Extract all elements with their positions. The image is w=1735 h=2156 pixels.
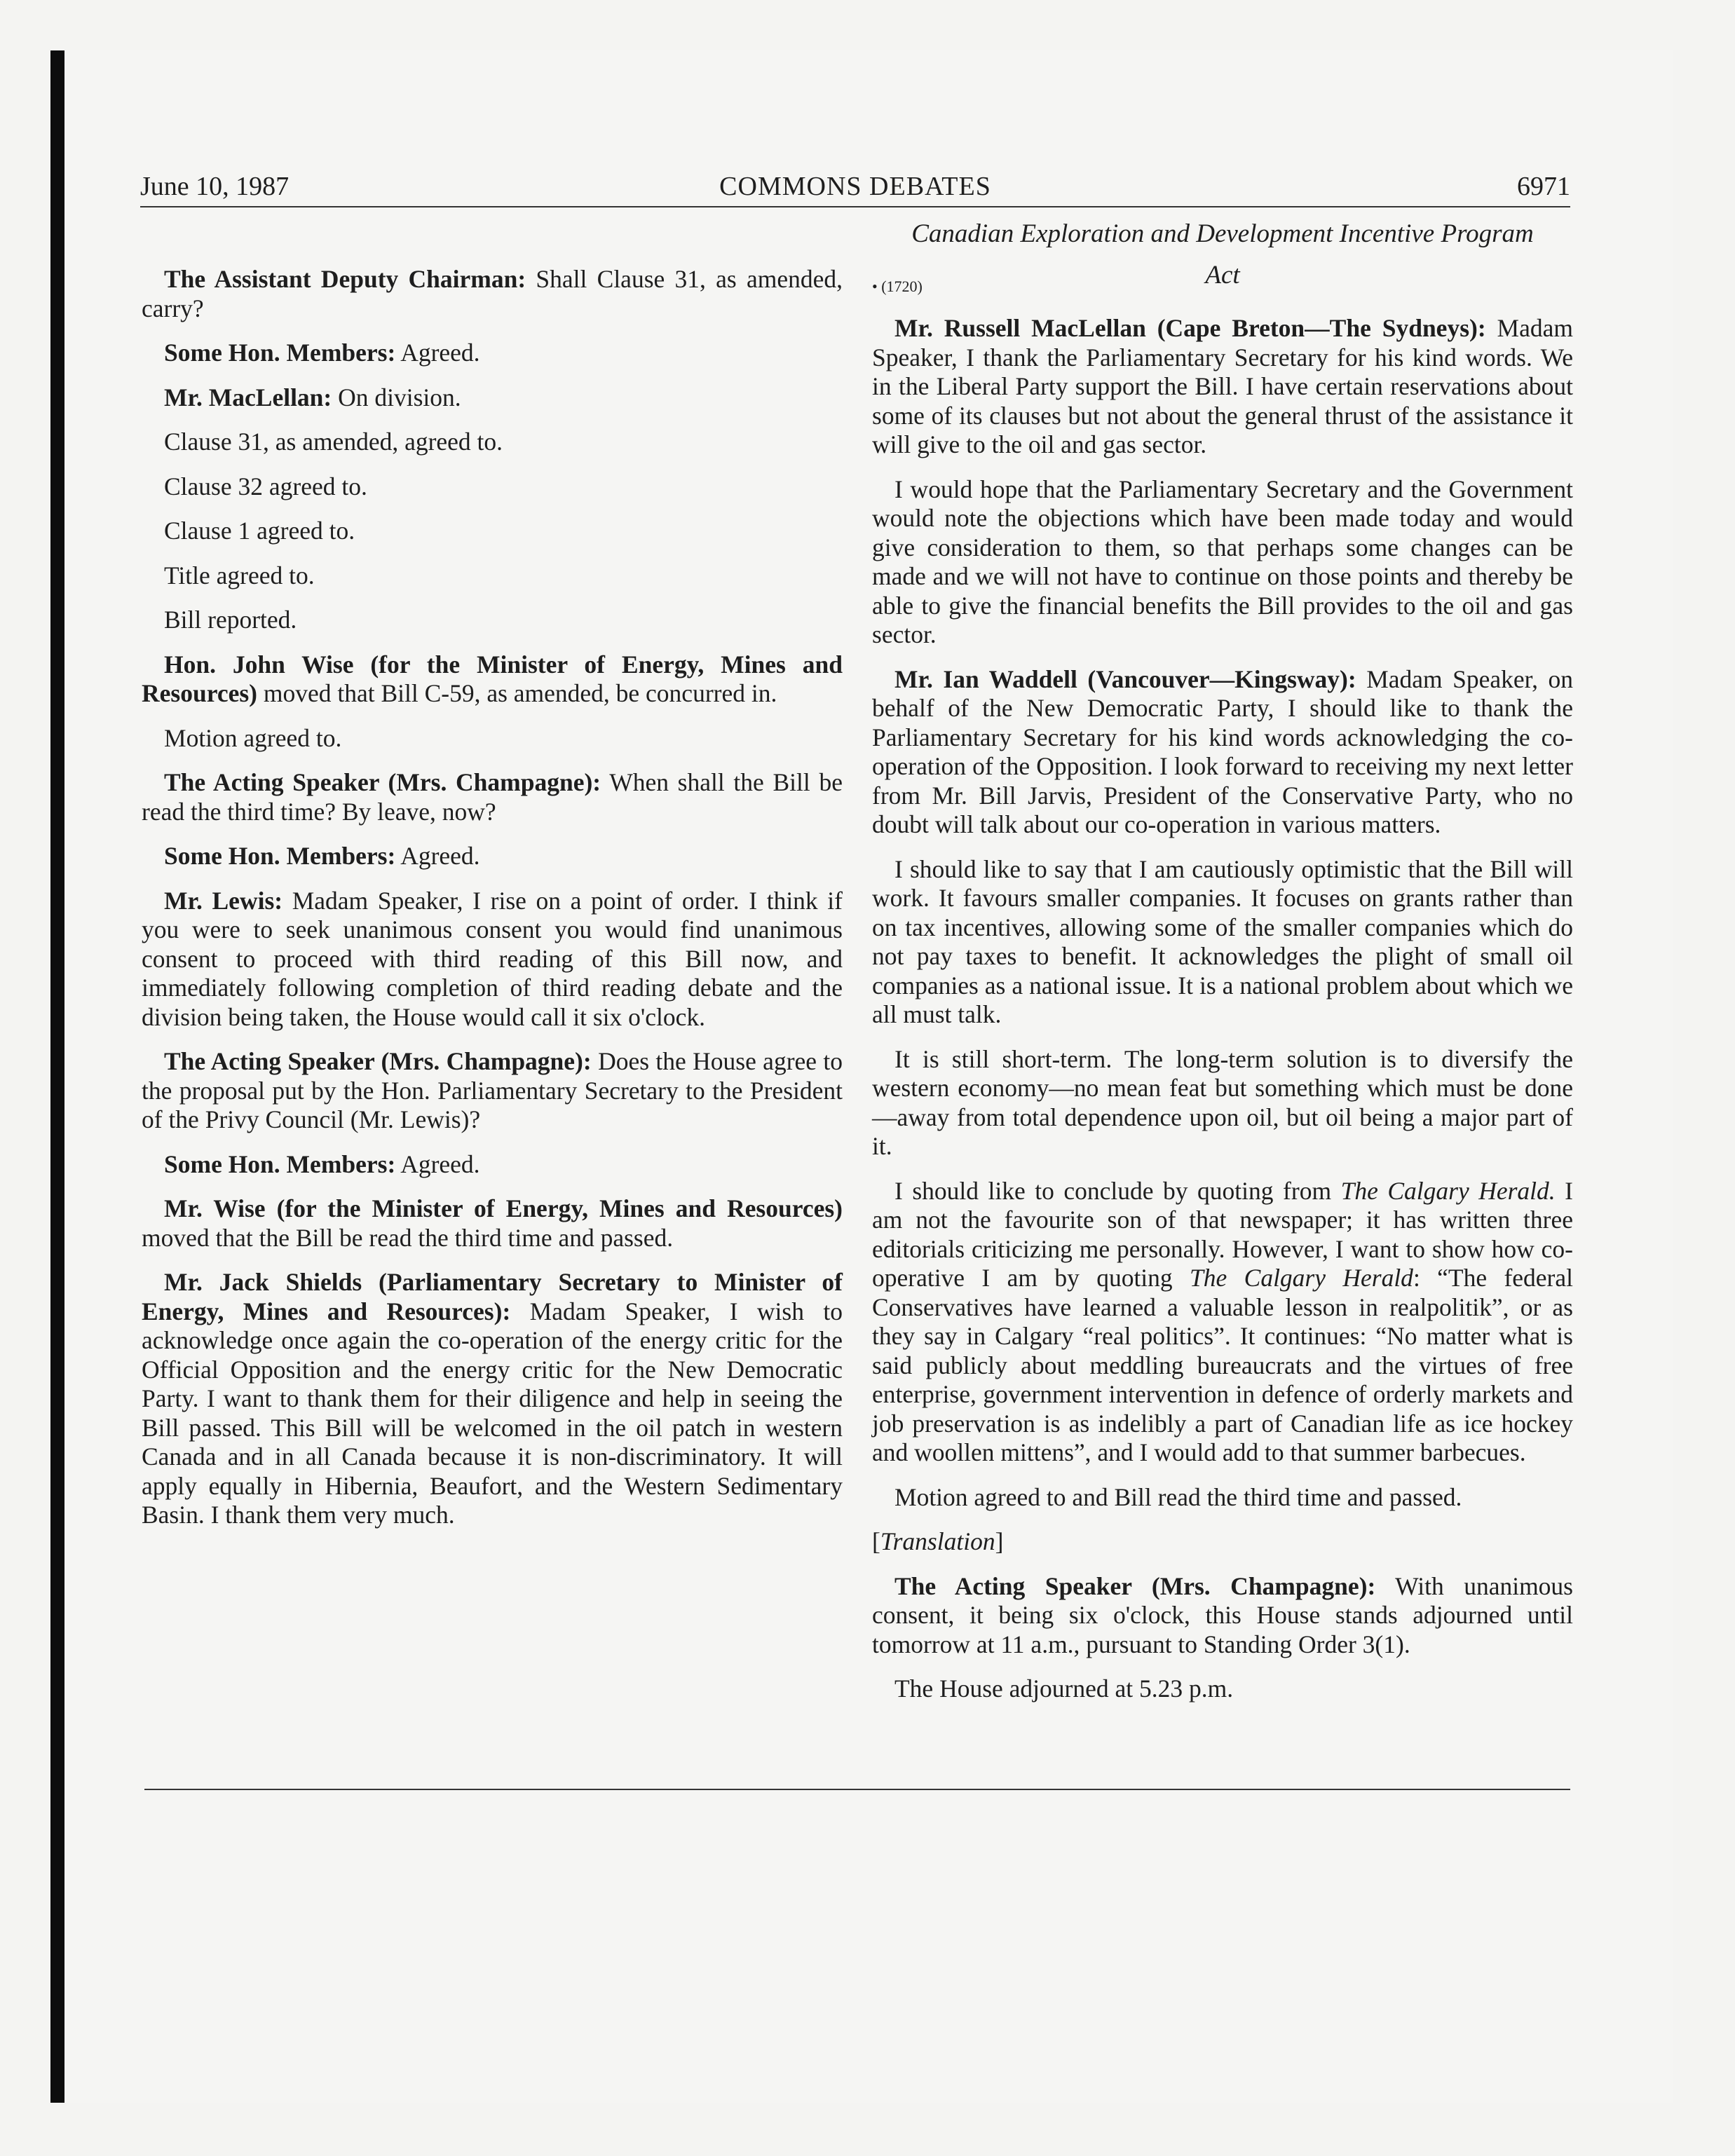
speaker-name: The Assistant Deputy Chairman:: [164, 265, 526, 293]
page-number: 6971: [1517, 172, 1570, 201]
procedural-note: Clause 31, as amended, agreed to.: [164, 428, 503, 456]
speech-text: Madam Speaker, I wish to acknowledge once again the co-operation of the energy critic for the Official Opposition and the energy critic for the New Democratic Party. I want to thank them for their diligence and help in seeing the Bill passed. This Bill will be welcomed in the oil patch in western Canada and in all Canada because it is non-discriminatory. It will apply equally in Hibernia, Beaufort, and the Western Sedimentary Basin. I thank them very much.: [142, 1297, 843, 1529]
procedural-note: The House adjourned at 5.23 p.m.: [894, 1674, 1234, 1703]
procedural-note: Title agreed to.: [164, 561, 315, 589]
speech-text: I am not the favourite son of that newspaper; it has written three editorials criticizing me personally. However, I want to show how co-operative I am by quoting: [872, 1176, 1574, 1292]
speech-text: When shall the Bill be read the third time? By leave, now?: [142, 768, 843, 826]
speaker-name: Hon. John Wise (for the Minister of Energy, Mines and Resources): [142, 650, 843, 707]
left-column: [142, 265, 843, 1546]
translation-note: [872, 1527, 1573, 1557]
paragraph: [142, 1047, 843, 1135]
speech-text: : “The federal Conservatives have learned a valuable lesson in realpolitik”, or as they say in Calgary “real politics”. It continues: “No matter what is said publicly about meddling bureaucrats and the virtues of free enterprise, government intervention in defence of orderly markets and job preservation is as indelibly a part of Canadian life as ice hockey and woollen mittens”, and I would add to that summer barbecues.: [872, 1264, 1573, 1466]
speech-text: Agreed.: [395, 842, 480, 870]
paragraph: [142, 1194, 843, 1253]
paragraph: [142, 265, 843, 323]
speech-text: Agreed.: [395, 339, 480, 367]
paragraph: I should like to say that I am cautiously optimistic that the Bill will work. It favours smaller companies. It focuses on grants rather than on tax incentives, allowing some of the smaller companies which do not pay taxes to benefit. It acknowledges the plight of small oil companies as a national issue. It is a national problem about which we all must talk.: [872, 854, 1573, 1028]
paragraph: It is still short-term. The long-term solution is to diversify the western economy—no mean feat but something which must be done—away from total dependence upon oil, but oil being a major part of it.: [872, 1044, 1573, 1160]
speaker-name: (Mrs. Champagne):: [379, 768, 601, 796]
paragraph: [872, 665, 1573, 840]
page-header: [140, 167, 1570, 207]
speaker-name: Some Hon. Members:: [164, 842, 396, 870]
speech-text: Agreed.: [395, 1149, 480, 1178]
paragraph: [142, 339, 843, 368]
translation-label: Translation: [880, 1527, 995, 1555]
bracket-close: ]: [995, 1527, 1004, 1555]
speech-text: Madam Speaker, I rise on a point of order. I think if you were to seek unanimous consent you would find unanimous consent to proceed with third reading of this Bill now, and immediately following completion of third reading debate and the division being taken, the House would call it six o'clock.: [142, 886, 843, 1031]
paragraph: [142, 650, 843, 709]
speech-text: I should like to conclude by quoting from: [894, 1176, 1341, 1205]
header-date: June 10, 1987: [140, 172, 290, 201]
speaker-name: Mr. Jack Shields (Parliamentary Secretary to Minister of Energy, Mines and Resources):: [142, 1268, 843, 1325]
speech-text: Does the House agree to the proposal put by the Hon. Parliamentary Secretary to the President of the Privy Council (Mr. Lewis)?: [142, 1047, 843, 1133]
paragraph: I would hope that the Parliamentary Secretary and the Government would note the objections which have been made today and would give consideration to them, so that perhaps some changes can be made and we will not have to continue on those points and thereby be able to give the financial benefits the Bill provides to the oil and gas sector.: [872, 475, 1573, 648]
paragraph: [142, 1268, 843, 1530]
speaker-name: (Mrs. Champagne):: [374, 1047, 592, 1075]
speaker-name: Mr. Ian Waddell (Vancouver—Kingsway):: [894, 664, 1356, 693]
footer-rule: [144, 1789, 1570, 1790]
speaker-name: Mr. Russell MacLellan (Cape Breton—The Sydneys):: [894, 314, 1486, 342]
paragraph: [142, 1150, 843, 1180]
procedural-note: Motion agreed to and Bill read the third time and passed.: [894, 1482, 1462, 1511]
procedural-note: Clause 1 agreed to.: [164, 517, 355, 545]
procedural-note: Bill reported.: [164, 606, 297, 634]
speaker-title: The Acting Speaker: [164, 1047, 375, 1075]
speaker-name: Some Hon. Members:: [164, 339, 396, 367]
speaker-name: Mr. MacLellan:: [164, 383, 332, 411]
procedural-note: Clause 32 agreed to.: [164, 472, 367, 500]
newspaper-title: The Calgary Herald.: [1340, 1176, 1556, 1205]
publication-title: COMMONS DEBATES: [719, 172, 991, 201]
paragraph: [872, 314, 1573, 460]
paragraph: [142, 768, 843, 826]
paragraph: [872, 1572, 1573, 1660]
section-title-row: [872, 261, 1573, 299]
section-title-line2: Act: [1205, 261, 1240, 289]
speech-text: moved that Bill C-59, as amended, be concurred in.: [257, 679, 777, 707]
speech-text: On division.: [332, 383, 461, 411]
speaker-name: Mr. Wise (for the Minister of Energy, Mines and Resources): [164, 1194, 843, 1222]
newspaper-title: The Calgary Herald: [1190, 1264, 1413, 1292]
speaker-name: Some Hon. Members:: [164, 1149, 396, 1178]
speech-text: Madam Speaker, on behalf of the New Democratic Party, I should like to thank the Parliamentary Secretary for his kind words acknowledging the co-operation of the Opposition. I look forward to receiving my next letter from Mr. Bill Jarvis, President of the Conservative Party, who no doubt will talk about our co-operation in various matters.: [872, 664, 1573, 838]
speaker-name: (Mrs. Champagne):: [1131, 1571, 1376, 1600]
speech-text: moved that the Bill be read the third time and passed.: [142, 1223, 674, 1252]
right-column: [872, 219, 1573, 1719]
speaker-title: The Acting Speaker: [164, 768, 379, 796]
bracket-open: [: [872, 1527, 880, 1555]
paragraph: [142, 842, 843, 871]
scan-edge: [50, 50, 64, 2103]
speech-text: Shall Clause 31, as amended, carry?: [142, 265, 843, 322]
speaker-name: Mr. Lewis:: [164, 886, 283, 915]
paragraph: [142, 887, 843, 1032]
time-marker: • (1720): [872, 278, 923, 295]
paragraph: [142, 383, 843, 413]
speech-text: Madam Speaker, I thank the Parliamentary Secretary for his kind words. We in the Liberal Party support the Bill. I have certain reservations about some of its clauses but not about the general thrust of the assistance it will give to the oil and gas sector.: [872, 314, 1573, 458]
speaker-title: The Acting Speaker: [894, 1571, 1132, 1600]
section-title: Canadian Exploration and Development Incentive Program: [911, 219, 1534, 248]
procedural-note: Motion agreed to.: [164, 723, 342, 752]
paragraph: [872, 1177, 1573, 1468]
speech-text: With unanimous consent, it being six o'clock, this House stands adjourned until tomorrow at 11 a.m., pursuant to Standing Order 3(1).: [872, 1571, 1573, 1658]
